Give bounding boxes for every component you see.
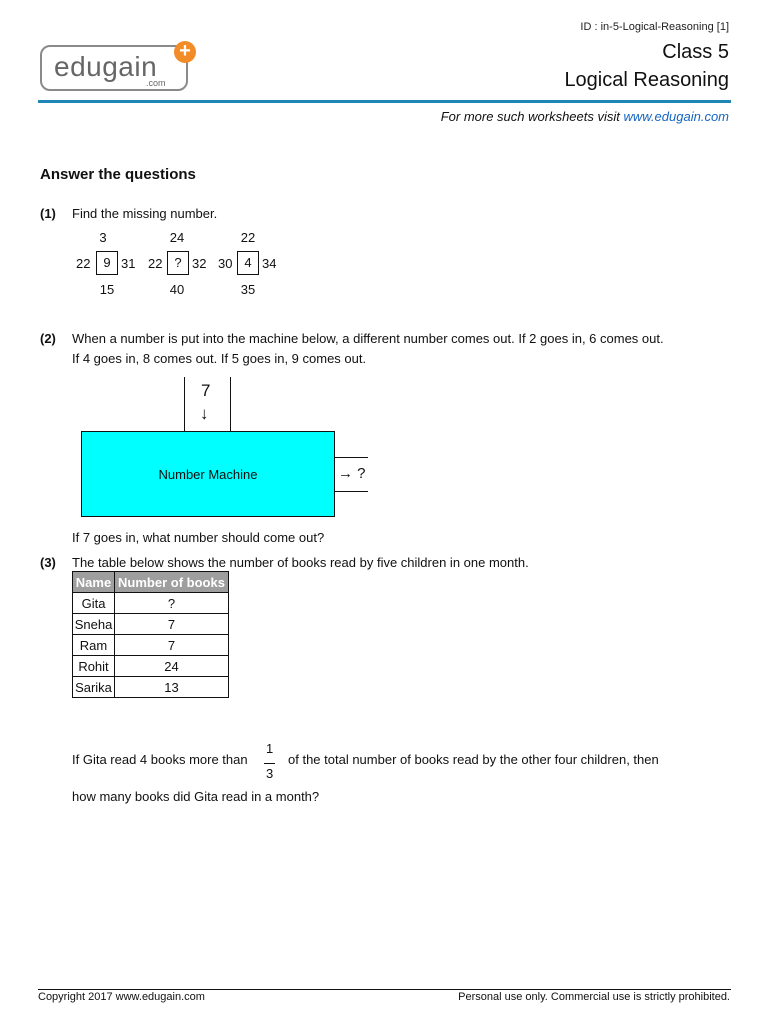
down-arrow-icon: ↓: [200, 404, 209, 423]
logo-plus-icon: +: [174, 41, 196, 63]
puzzle-1-center: 9: [96, 251, 118, 275]
puzzle-1-bottom: 15: [99, 282, 115, 297]
table-row: [73, 593, 229, 614]
puzzle-2-right: 32: [192, 256, 207, 271]
question-3-intro: The table below shows the number of books read by five children in one month.: [72, 555, 529, 570]
puzzle-2-bottom: 40: [169, 282, 185, 297]
logo-dotcom: .com: [146, 78, 166, 88]
fraction-denominator: 3: [266, 766, 274, 781]
table-header-row: [73, 572, 229, 593]
table-row: [73, 614, 229, 635]
footer-copyright: Copyright 2017 www.edugain.com: [38, 991, 205, 1003]
machine-input-value: 7: [201, 381, 211, 400]
fraction-numerator: 1: [266, 741, 274, 756]
machine-output: → ?: [338, 465, 366, 482]
puzzle-3-center: 4: [237, 251, 259, 275]
table-row: [73, 656, 229, 677]
fraction-bar: [264, 763, 275, 764]
puzzle-1-top: 3: [99, 230, 107, 245]
puzzle-3-bottom: 35: [240, 282, 256, 297]
table-header-name: Name: [73, 572, 115, 593]
question-3-text-end: of the total number of books read by the other four children, then: [288, 752, 659, 767]
puzzle-3-left: 30: [218, 256, 233, 271]
table-cell-books: 13: [115, 677, 229, 698]
input-chute-left-wall: [184, 377, 185, 432]
subject-title: Logical Reasoning: [564, 69, 729, 91]
logo-text: edugain: [54, 51, 158, 82]
table-cell-books: 7: [115, 635, 229, 656]
table-row: [73, 677, 229, 698]
question-3-text-start: If Gita read 4 books more than: [72, 752, 248, 767]
table-cell-books: 24: [115, 656, 229, 677]
puzzle-2-left: 22: [148, 256, 163, 271]
number-machine-box: [81, 431, 335, 517]
worksheet-id: ID : in-5-Logical-Reasoning [1]: [580, 21, 729, 33]
promo-line: [441, 109, 729, 124]
question-1-text: Find the missing number.: [72, 206, 218, 221]
machine-label: Number Machine: [158, 467, 258, 482]
question-2-prompt: If 7 goes in, what number should come out?: [72, 530, 325, 545]
instructions-heading: Answer the questions: [40, 166, 196, 183]
puzzle-3-right: 34: [262, 256, 277, 271]
question-2-text-line2: If 4 goes in, 8 comes out. If 5 goes in, 9 comes out.: [72, 351, 367, 366]
question-number-1: (1): [40, 206, 56, 221]
puzzle-2-center: ?: [167, 251, 189, 275]
puzzle-3-top: 22: [240, 230, 256, 245]
input-chute-right-wall: [230, 377, 231, 432]
question-3-text-line2: how many books did Gita read in a month?: [72, 789, 320, 804]
class-title: Class 5: [662, 41, 729, 63]
edugain-logo: [40, 45, 188, 91]
table-cell-books: 7: [115, 614, 229, 635]
promo-link[interactable]: www.edugain.com: [623, 109, 729, 124]
table-cell-name: Gita: [73, 593, 115, 614]
output-chute-bottom-wall: [334, 491, 368, 492]
footer-notice: Personal use only. Commercial use is strictly prohibited.: [458, 991, 730, 1003]
table-row: [73, 635, 229, 656]
promo-text: For more such worksheets visit: [440, 109, 624, 124]
output-chute-top-wall: [334, 457, 368, 458]
question-number-3: (3): [40, 555, 56, 570]
puzzle-1-right: 31: [121, 256, 136, 271]
books-table: [72, 571, 229, 698]
puzzle-2-top: 24: [169, 230, 185, 245]
puzzle-1-left: 22: [76, 256, 91, 271]
header-divider: [38, 100, 731, 103]
table-header-books: Number of books: [115, 572, 229, 593]
table-cell-books: ?: [115, 593, 229, 614]
table-cell-name: Ram: [73, 635, 115, 656]
question-2-text-line1: When a number is put into the machine below, a different number comes out. If 2 goes in, 6 comes out.: [72, 331, 664, 346]
footer-divider: [38, 989, 731, 990]
question-number-2: (2): [40, 331, 56, 346]
table-cell-name: Sarika: [73, 677, 115, 698]
table-cell-name: Rohit: [73, 656, 115, 677]
table-cell-name: Sneha: [73, 614, 115, 635]
